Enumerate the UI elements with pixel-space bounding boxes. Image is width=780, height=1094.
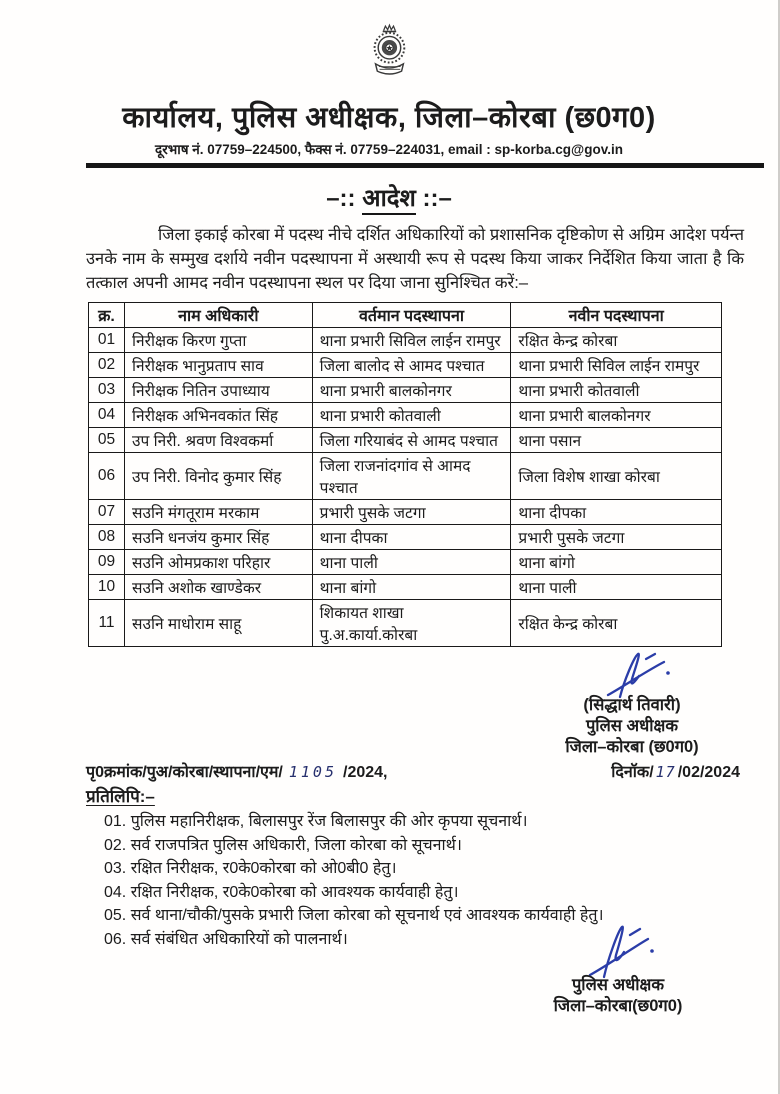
order-heading-word: आदेश (362, 185, 416, 215)
cell-officer-name: निरीक्षक किरण गुप्ता (124, 328, 312, 353)
cell-officer-name: निरीक्षक अभिनवकांत सिंह (124, 403, 312, 428)
copy-item: 02. सर्व राजपत्रित पुलिस अधिकारी, जिला कोरबा को सूचनार्थ। (104, 836, 462, 854)
date-day-handwritten: 17 (655, 763, 676, 781)
cell-serial: 06 (89, 453, 125, 500)
signatory-designation: पुलिस अधीक्षक (585, 717, 679, 735)
office-title: कार्यालय, पुलिस अधीक्षक, जिला–कोरबा (छ0ग0) (122, 102, 656, 134)
cell-officer-name: निरीक्षक भानुप्रताप साव (124, 353, 312, 378)
order-intro-paragraph: जिला इकाई कोरबा में पदस्थ नीचे दर्शित अधिकारियों को प्रशासनिक दृष्टिकोण से अग्रिम आदेश पर्यन्त उनके नाम के सम्मुख दर्शाये नवीन पदस्थापना में अस्थायी रूप से पदस्थ किया जाकर निर्देशित किया जाता है कि तत्काल अपनी आमद नवीन पदस्थापना स्थल पर दिया जाना सुनिश्चित करें:– (86, 226, 744, 292)
table-row (89, 600, 722, 647)
cell-serial: 03 (89, 378, 125, 403)
col-header-current-posting: वर्तमान पदस्थापना (312, 303, 511, 328)
table-row (89, 575, 722, 600)
cell-officer-name: उप निरी. विनोद कुमार सिंह (124, 453, 312, 500)
copy-item: 05. सर्व थाना/चौकी/पुसके प्रभारी जिला कोरबा को सूचनार्थ एवं आवश्यक कार्यवाही हेतु। (104, 907, 604, 924)
table-row (89, 378, 722, 403)
cell-officer-name: सउनि माधोराम साहू (124, 600, 312, 647)
cell-serial: 08 (89, 525, 125, 550)
date-rest: /02/2024 (677, 764, 740, 781)
cell-current-posting: थाना दीपका (312, 525, 511, 550)
cell-new-posting: थाना दीपका (511, 500, 722, 525)
cell-new-posting: थाना प्रभारी सिविल लाईन रामपुर (511, 353, 722, 378)
col-header-officer-name: नाम अधिकारी (124, 303, 312, 328)
table-row (89, 453, 722, 500)
letterhead (0, 0, 778, 158)
signatory-name: (सिद्धार्थ तिवारी) (583, 696, 681, 714)
copy-item: 01. पुलिस महानिरीक्षक, बिलासपुर रेंज बिलासपुर की ओर कृपया सूचनार्थ। (104, 813, 528, 830)
cell-current-posting: प्रभारी पुसके जटगा (312, 500, 511, 525)
order-date-line (611, 760, 740, 782)
date-label: दिनॉक/ (611, 764, 654, 781)
cell-new-posting: थाना पसान (511, 428, 722, 453)
reference-number-handwritten: 1105 (288, 763, 337, 781)
cell-officer-name: सउनि ओमप्रकाश परिहार (124, 550, 312, 575)
signatory-district: जिला–कोरबा (छ0ग0) (565, 738, 699, 756)
order-heading-suffix: ::– (415, 185, 452, 212)
signatory-designation: पुलिस अधीक्षक (571, 976, 665, 994)
table-row (89, 428, 722, 453)
cell-serial: 07 (89, 500, 125, 525)
cell-officer-name: सउनि धनजंय कुमार सिंह (124, 525, 312, 550)
table-header-row (89, 303, 722, 328)
cell-new-posting: थाना प्रभारी बालकोनगर (511, 403, 722, 428)
cell-new-posting: थाना प्रभारी कोतवाली (511, 378, 722, 403)
order-heading (0, 181, 778, 214)
cell-officer-name: उप निरी. श्रवण विश्वकर्मा (124, 428, 312, 453)
table-row (89, 525, 722, 550)
contact-info: दूरभाष नं. 07759–224500, फैक्स नं. 07759–224031, email : sp-korba.cg@gov.in (155, 142, 623, 157)
cell-current-posting: थाना प्रभारी बालकोनगर (312, 378, 511, 403)
cell-current-posting: थाना पाली (312, 550, 511, 575)
copies-heading: प्रतिलिपि:– (86, 787, 155, 806)
cell-current-posting: जिला बालोद से आमद पश्चात (312, 353, 511, 378)
cell-new-posting: थाना बांगो (511, 550, 722, 575)
cell-officer-name: सउनि मंगतूराम मरकाम (124, 500, 312, 525)
reference-number-line (86, 760, 387, 782)
cell-new-posting: जिला विशेष शाखा कोरबा (511, 453, 722, 500)
table-row (89, 500, 722, 525)
cell-current-posting: जिला राजनांदगांव से आमद पश्चात (312, 453, 511, 500)
cell-current-posting: शिकायत शाखा पु.अ.कार्या.कोरबा (312, 600, 511, 647)
cell-new-posting: रक्षित केन्द्र कोरबा (511, 600, 722, 647)
copy-item: 06. सर्व संबंधित अधिकारियों को पालनार्थ। (104, 930, 348, 948)
signatory-block-top (516, 649, 748, 758)
cell-serial: 04 (89, 403, 125, 428)
col-header-serial: क्र. (89, 303, 125, 328)
table-row (89, 328, 722, 353)
signature-ink-icon (584, 649, 680, 701)
table-row (89, 353, 722, 378)
signatory-district: जिला–कोरबा(छ0ग0) (553, 997, 683, 1015)
cell-current-posting: जिला गरियाबंद से आमद पश्चात (312, 428, 511, 453)
transfer-order-table (88, 302, 722, 647)
order-heading-prefix: –:: (326, 185, 363, 212)
copy-item: 03. रक्षित निरीक्षक, र0के0कोरबा को ओ0बी0 हेतु। (104, 860, 397, 877)
copy-item: 04. रक्षित निरीक्षक, र0के0कोरबा को आवश्यक कार्यवाही हेतु। (104, 883, 459, 901)
cell-serial: 10 (89, 575, 125, 600)
table-row (89, 550, 722, 575)
cell-current-posting: थाना बांगो (312, 575, 511, 600)
cell-officer-name: सउनि अशोक खाण्डेकर (124, 575, 312, 600)
cell-serial: 02 (89, 353, 125, 378)
cell-current-posting: थाना प्रभारी सिविल लाईन रामपुर (312, 328, 511, 353)
signatory-block-bottom (502, 921, 734, 1017)
cell-serial: 05 (89, 428, 125, 453)
col-header-new-posting: नवीन पदस्थापना (511, 303, 722, 328)
cell-new-posting: प्रभारी पुसके जटगा (511, 525, 722, 550)
cell-serial: 01 (89, 328, 125, 353)
cell-new-posting: थाना पाली (511, 575, 722, 600)
cell-serial: 11 (89, 600, 125, 647)
cell-officer-name: निरीक्षक नितिन उपाध्याय (124, 378, 312, 403)
reference-prefix: पृ0क्रमांक/पुअ/कोरबा/स्थापना/एम/ (86, 764, 283, 781)
header-divider (86, 163, 764, 168)
reference-suffix: /2024, (343, 764, 388, 781)
cell-serial: 09 (89, 550, 125, 575)
police-emblem-icon (362, 22, 416, 91)
cell-new-posting: रक्षित केन्द्र कोरबा (511, 328, 722, 353)
cell-current-posting: थाना प्रभारी कोतवाली (312, 403, 511, 428)
table-row (89, 403, 722, 428)
signature-ink-icon (570, 921, 666, 981)
